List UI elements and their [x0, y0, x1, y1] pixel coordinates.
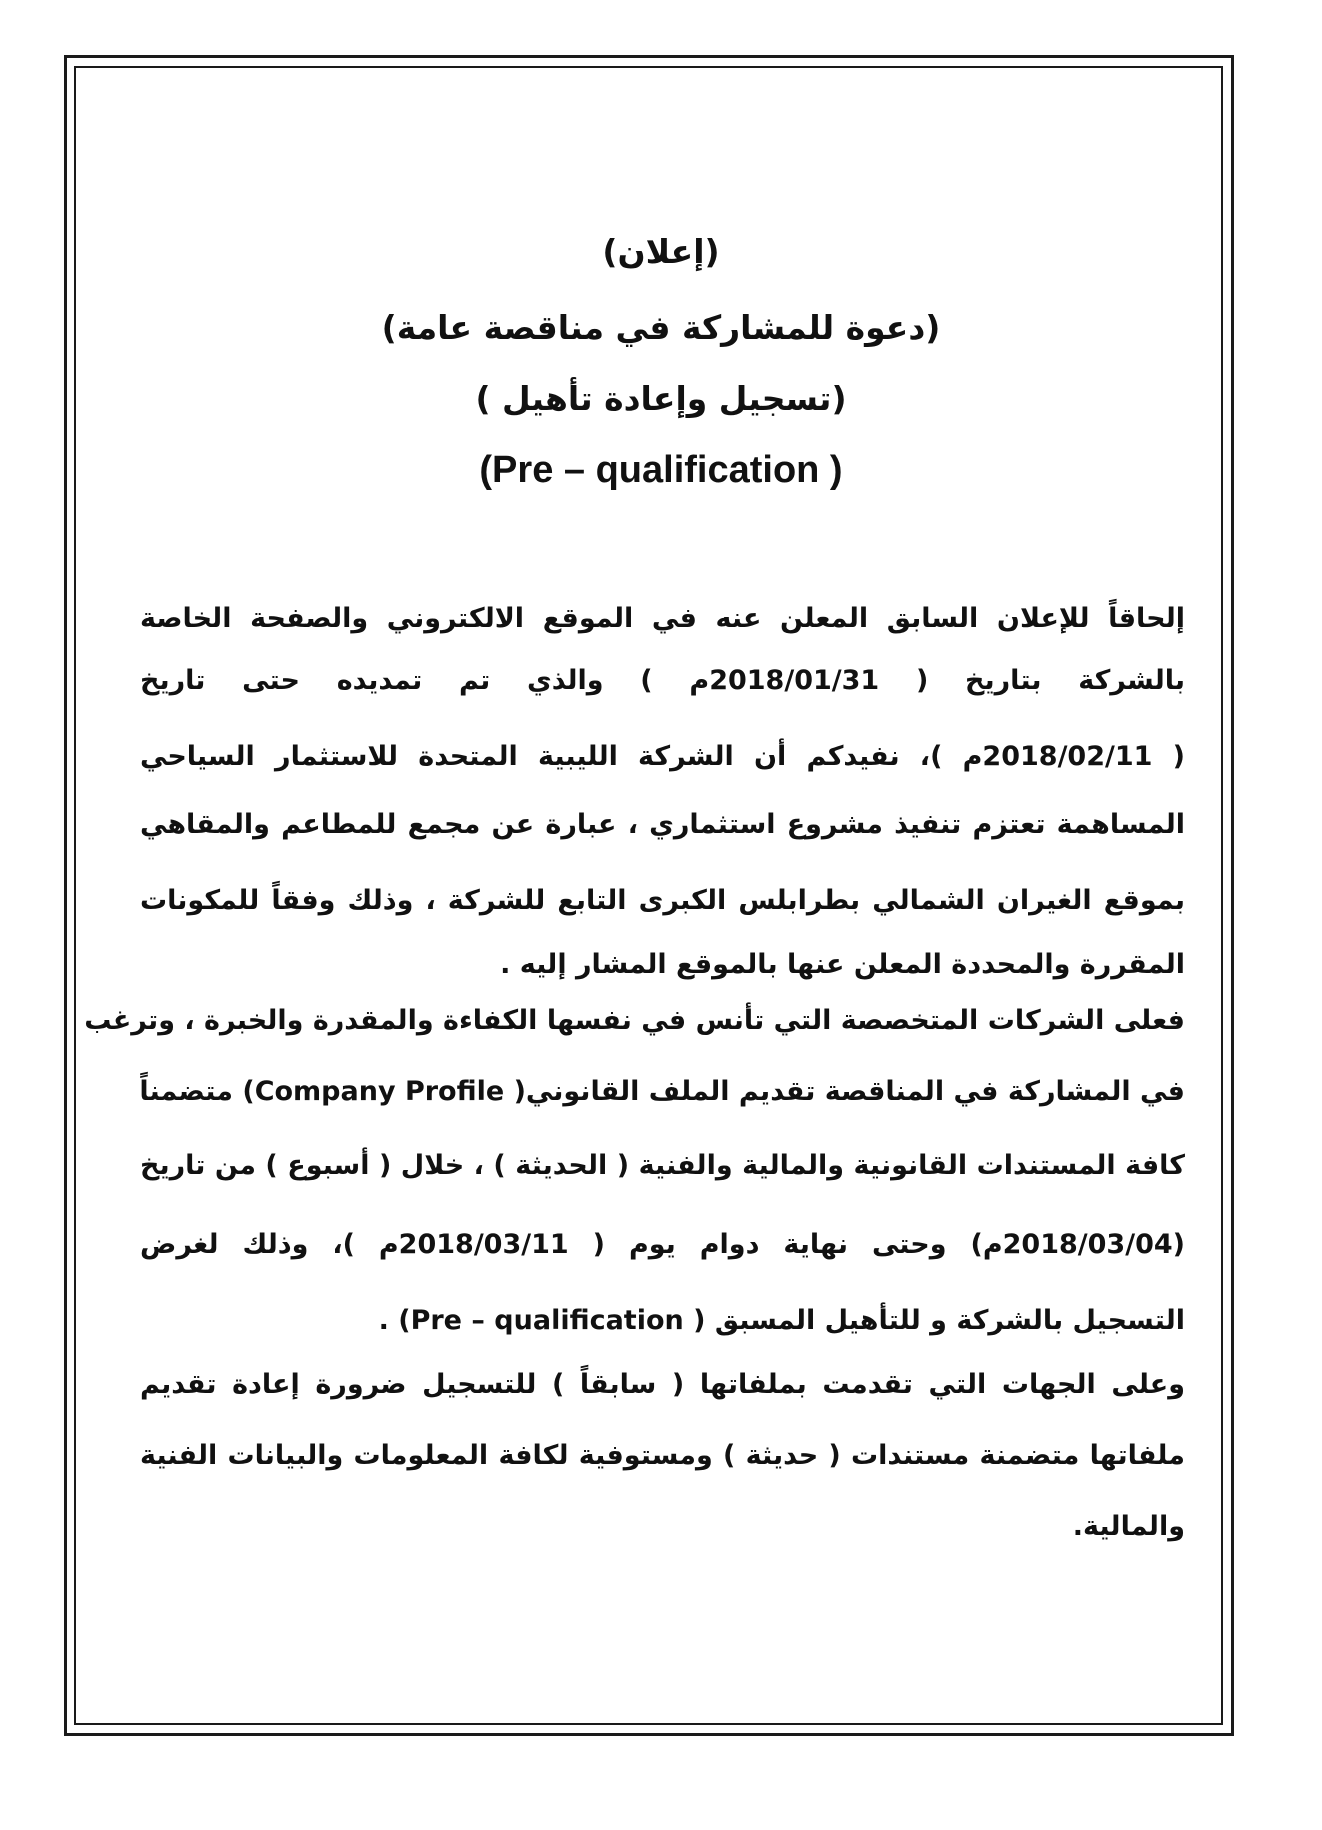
- registration-subtitle: (تسجيل وإعادة تأهيل ): [475, 379, 847, 418]
- body-line: بالشركة بتاريخ ( 2018/01/31م ) والذي تم تمديده حتى تاريخ: [140, 665, 1185, 696]
- body-line: المقررة والمحددة المعلن عنها بالموقع المشار إليه .: [500, 949, 1185, 980]
- announcement-title: (إعلان): [602, 232, 720, 271]
- body-line: والمالية.: [1072, 1511, 1185, 1542]
- body-line: ( 2018/02/11م )، نفيدكم أن الشركة الليبية المتحدة للاستثمار السياحي: [140, 741, 1185, 772]
- body-line: فعلى الشركات المتخصصة التي تأنس في نفسها الكفاءة والمقدرة والخبرة ، وترغب: [84, 1005, 1185, 1036]
- tender-invitation-title: (دعوة للمشاركة في مناقصة عامة): [381, 308, 941, 347]
- body-line: المساهمة تعتزم تنفيذ مشروع استثماري ، عبارة عن مجمع للمطاعم والمقاهي: [140, 809, 1185, 840]
- body-line: وعلى الجهات التي تقدمت بملفاتها ( سابقاً ) للتسجيل ضرورة إعادة تقديم: [140, 1369, 1185, 1400]
- body-line: التسجيل بالشركة و للتأهيل المسبق ( Pre – qualification) .: [378, 1305, 1185, 1336]
- body-line: بموقع الغيران الشمالي بطرابلس الكبرى التابع للشركة ، وذلك وفقاً للمكونات: [140, 885, 1185, 916]
- body-line: كافة المستندات القانونية والمالية والفنية ( الحديثة ) ، خلال ( أسبوع ) من تاريخ: [140, 1150, 1185, 1181]
- body-line: إلحاقاً للإعلان السابق المعلن عنه في الموقع الالكتروني والصفحة الخاصة: [140, 603, 1185, 634]
- body-line: في المشاركة في المناقصة تقديم الملف القانوني( Company Profile) متضمناً: [139, 1076, 1185, 1107]
- body-line: ملفاتها متضمنة مستندات ( حديثة ) ومستوفية لكافة المعلومات والبيانات الفنية: [140, 1440, 1185, 1471]
- prequalification-subtitle: (Pre – qualification ): [479, 449, 843, 491]
- body-line: (2018/03/04م) وحتى نهاية دوام يوم ( 2018/03/11م )، وذلك لغرض: [140, 1229, 1185, 1260]
